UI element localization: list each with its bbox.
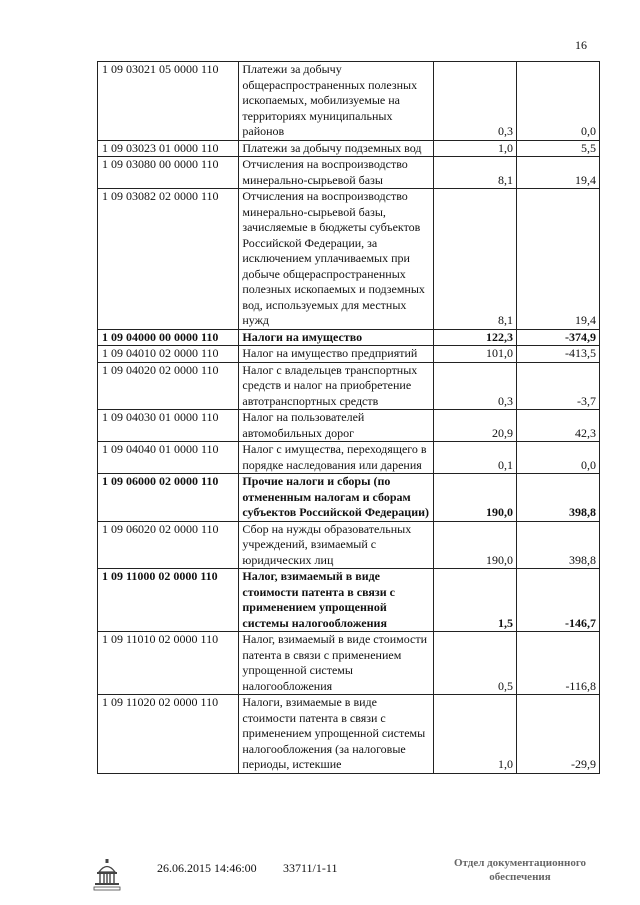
- department-stamp: [445, 856, 595, 884]
- row-value-1: 20,9: [434, 410, 517, 442]
- row-code: 1 09 04010 02 0000 110: [98, 346, 239, 363]
- row-value-2: 19,4: [516, 157, 599, 189]
- row-name: Налог, взимаемый в виде стоимости патента в связи с применением упрощенной системы налогообложения: [239, 632, 434, 695]
- row-name: Налог на пользователей автомобильных дорог: [239, 410, 434, 442]
- footer: [0, 858, 640, 898]
- row-value-1: 8,1: [434, 157, 517, 189]
- row-name: Платежи за добычу подземных вод: [239, 140, 434, 157]
- row-value-1: 0,3: [434, 362, 517, 410]
- row-value-1: 190,0: [434, 474, 517, 522]
- table-row: [98, 632, 600, 695]
- table-row: [98, 189, 600, 330]
- page-number: 16: [575, 38, 587, 52]
- row-value-2: -29,9: [516, 695, 599, 774]
- row-name: Налог с имущества, переходящего в порядке наследования или дарения: [239, 442, 434, 474]
- row-code: 1 09 03082 02 0000 110: [98, 189, 239, 330]
- table-row: [98, 346, 600, 363]
- row-value-1: 101,0: [434, 346, 517, 363]
- row-name: Сбор на нужды образовательных учреждений, взимаемый с юридических лиц: [239, 521, 434, 569]
- table-row: [98, 569, 600, 632]
- table-row: [98, 140, 600, 157]
- table-body: [98, 62, 600, 774]
- table-row: [98, 362, 600, 410]
- table-row: [98, 62, 600, 141]
- budget-table: [97, 61, 600, 774]
- row-code: 1 09 04030 01 0000 110: [98, 410, 239, 442]
- row-value-2: 0,0: [516, 442, 599, 474]
- stamp-line-1: Отдел документационного: [453, 857, 587, 869]
- row-name: Отчисления на воспроизводство минерально-сырьевой базы, зачисляемые в бюджеты субъектов Российской Федерации, за исключением уплачиваемых при добыче общераспространенных полезных ископаемых и подземных вод, используемых для местных нужд: [239, 189, 434, 330]
- row-code: 1 09 06000 02 0000 110: [98, 474, 239, 522]
- row-code: 1 09 04040 01 0000 110: [98, 442, 239, 474]
- row-code: 1 09 11000 02 0000 110: [98, 569, 239, 632]
- row-value-1: 122,3: [434, 329, 517, 346]
- row-name: Отчисления на воспроизводство минерально-сырьевой базы: [239, 157, 434, 189]
- row-code: 1 09 03080 00 0000 110: [98, 157, 239, 189]
- row-value-2: 398,8: [516, 521, 599, 569]
- row-value-1: 1,0: [434, 695, 517, 774]
- row-code: 1 09 03021 05 0000 110: [98, 62, 239, 141]
- row-value-2: -3,7: [516, 362, 599, 410]
- row-value-2: 19,4: [516, 189, 599, 330]
- row-value-2: -146,7: [516, 569, 599, 632]
- document-reference: 33711/1-11: [283, 861, 338, 875]
- row-name: Налоги, взимаемые в виде стоимости патента в связи с применением упрощенной системы налогообложения (за налоговые периоды, истекшие: [239, 695, 434, 774]
- table-row: [98, 410, 600, 442]
- row-value-2: -374,9: [516, 329, 599, 346]
- row-name: Прочие налоги и сборы (по отмененным налогам и сборам субъектов Российской Федерации): [239, 474, 434, 522]
- table-row: [98, 474, 600, 522]
- row-name: Налог, взимаемый в виде стоимости патента в связи с применением упрощенной системы налогообложения: [239, 569, 434, 632]
- row-value-1: 0,1: [434, 442, 517, 474]
- table-row: [98, 521, 600, 569]
- duma-logo-icon: [93, 858, 121, 892]
- row-value-2: 398,8: [516, 474, 599, 522]
- row-value-2: 0,0: [516, 62, 599, 141]
- table-row: [98, 695, 600, 774]
- row-code: 1 09 11010 02 0000 110: [98, 632, 239, 695]
- row-code: 1 09 04020 02 0000 110: [98, 362, 239, 410]
- table-row: [98, 329, 600, 346]
- row-name: Налоги на имущество: [239, 329, 434, 346]
- row-value-1: 8,1: [434, 189, 517, 330]
- row-code: 1 09 11020 02 0000 110: [98, 695, 239, 774]
- stamp-line-2: обеспечения: [489, 871, 551, 883]
- row-value-1: 1,5: [434, 569, 517, 632]
- row-name: Налог с владельцев транспортных средств и налог на приобретение автотранспортных средств: [239, 362, 434, 410]
- row-code: 1 09 03023 01 0000 110: [98, 140, 239, 157]
- table-row: [98, 442, 600, 474]
- timestamp: 26.06.2015 14:46:00: [157, 861, 257, 875]
- row-value-1: 1,0: [434, 140, 517, 157]
- table-row: [98, 157, 600, 189]
- row-value-1: 0,5: [434, 632, 517, 695]
- row-value-1: 0,3: [434, 62, 517, 141]
- row-value-2: 5,5: [516, 140, 599, 157]
- row-name: Налог на имущество предприятий: [239, 346, 434, 363]
- row-name: Платежи за добычу общераспространенных полезных ископаемых, мобилизуемые на территориях муниципальных районов: [239, 62, 434, 141]
- row-value-2: 42,3: [516, 410, 599, 442]
- row-value-2: -413,5: [516, 346, 599, 363]
- row-code: 1 09 06020 02 0000 110: [98, 521, 239, 569]
- row-value-1: 190,0: [434, 521, 517, 569]
- row-value-2: -116,8: [516, 632, 599, 695]
- row-code: 1 09 04000 00 0000 110: [98, 329, 239, 346]
